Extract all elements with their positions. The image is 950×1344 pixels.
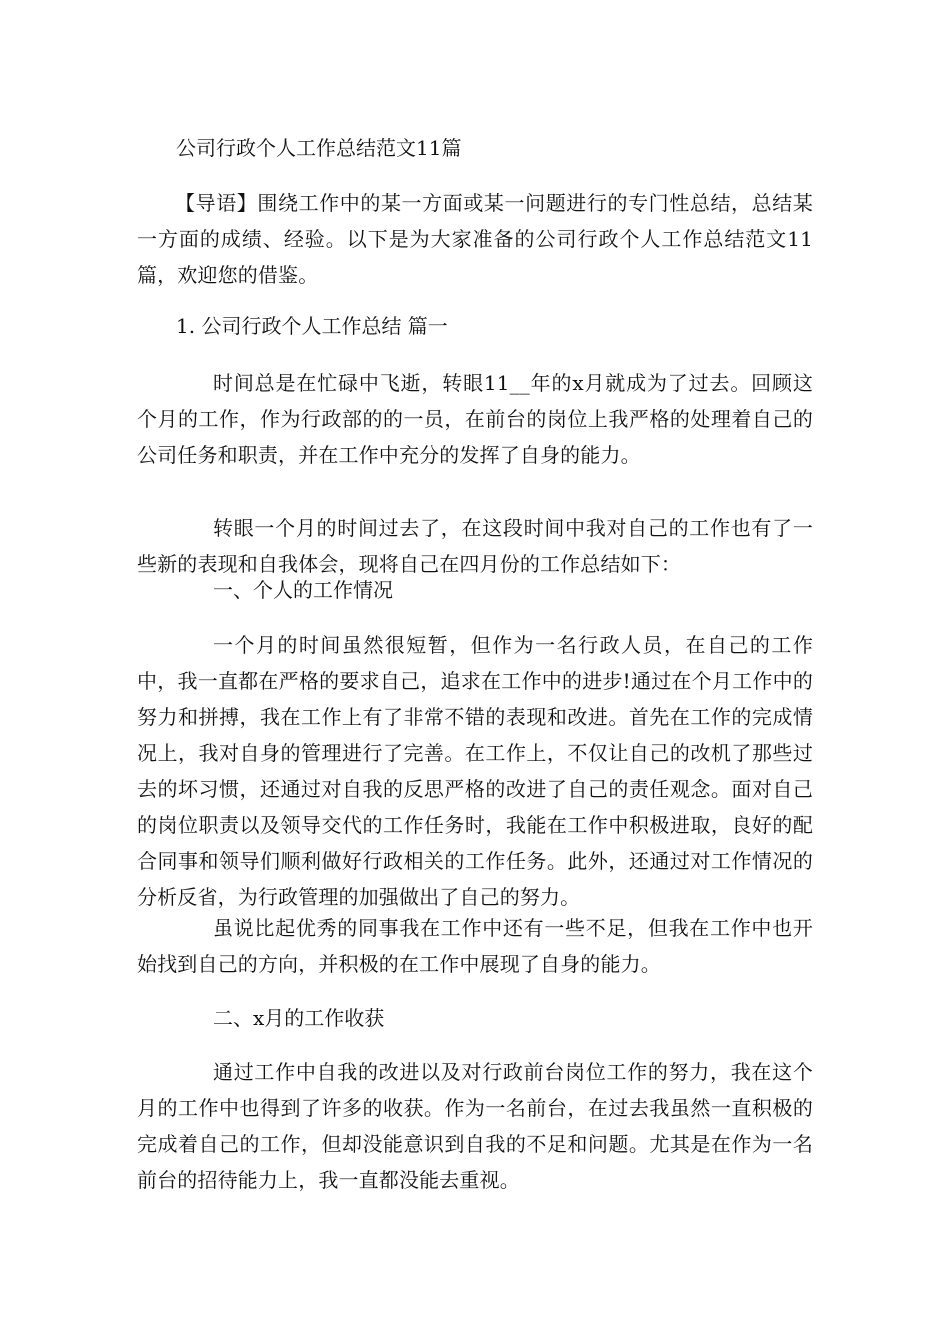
subheading-2: 二、x月的工作收获 [213, 1006, 385, 1030]
body-paragraph-3: 一个月的时间虽然很短暂，但作为一名行政人员，在自己的工作中，我一直都在严格的要求自己，追求在工作中的进步!通过在个月工作中的努力和拼搏，我在工作上有了非常不错的表现和改进。首先在工作的完成情况上，我对自身的管理进行了完善。在工作上，不仅让自己的改机了那些过去的坏习惯，还通过对自我的反思严格的改进了自己的责任观念。面对自己的岗位职责以及领导交代的工作任务时，我能在工作中积极进取，良好的配合同事和领导们顺利做好行政相关的工作任务。此外，还通过对工作情况的分析反省，为行政管理的加强做出了自己的努力。 [137, 633, 813, 909]
section-heading-1: 1. 公司行政个人工作总结 篇一 [176, 314, 448, 338]
body-paragraph-2: 转眼一个月的时间过去了，在这段时间中我对自己的工作也有了一些新的表现和自我体会，现将自己在四月份的工作总结如下： [137, 516, 813, 576]
intro-paragraph: 【导语】围绕工作中的某一方面或某一问题进行的专门性总结，总结某一方面的成绩、经验。以下是为大家准备的公司行政个人工作总结范文11篇，欢迎您的借鉴。 [137, 191, 813, 287]
document-title: 公司行政个人工作总结范文11篇 [176, 136, 462, 160]
body-paragraph-5: 通过工作中自我的改进以及对行政前台岗位工作的努力，我在这个月的工作中也得到了许多的收获。作为一名前台，在过去我虽然一直积极的完成着自己的工作，但却没能意识到自我的不足和问题。尤其是在作为一名前台的招待能力上，我一直都没能去重视。 [137, 1060, 813, 1192]
subheading-1: 一、个人的工作情况 [213, 578, 393, 602]
body-paragraph-1: 时间总是在忙碌中飞逝，转眼11__年的x月就成为了过去。回顾这个月的工作，作为行政部的的一员，在前台的岗位上我严格的处理着自己的公司任务和职责，并在工作中充分的发挥了自身的能力。 [137, 371, 813, 467]
body-paragraph-4: 虽说比起优秀的同事我在工作中还有一些不足，但我在工作中也开始找到自己的方向，并积极的在工作中展现了自身的能力。 [137, 916, 813, 976]
